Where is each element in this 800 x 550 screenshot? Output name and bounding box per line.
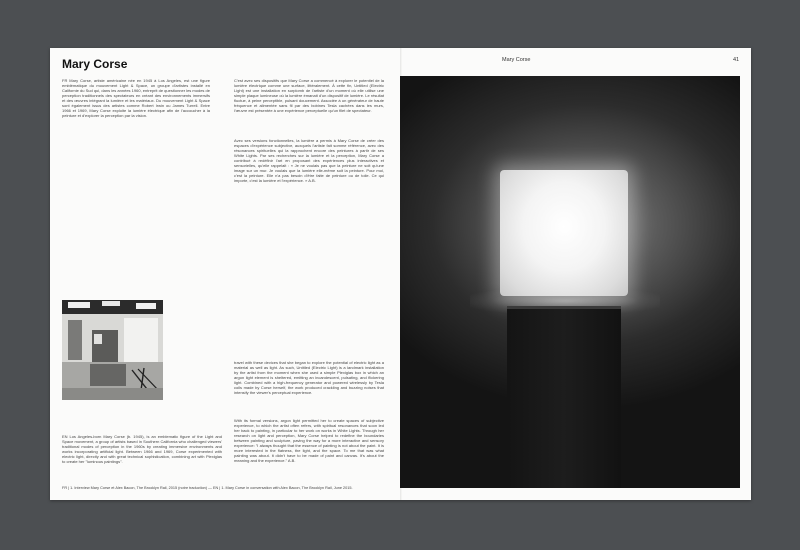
french-intro-paragraph: FR Mary Corse, artiste américaine née en 1945 à Los Angeles, est une figure emblématique du mouvement Light & Space, un groupe d'artistes installé en Californie du Sud qui, dans les années 1960, entreprit de questionner les modes de perception traditionnels des spectateurs en créant des environnements immersifs et des œuvres intégrant la lumière et les matériaux. Du mouvement Light & Space sont également issus des artistes comme Robert Irwin ou James Turrell. Entre 1966 et 1969, Mary Corse exploite la lumière électrique afin de l'accoucher à la peinture et d'explorer la perception par la vision. xyxy=(62,78,210,118)
running-head: Mary Corse xyxy=(502,57,531,63)
page-number: 41 xyxy=(733,57,740,63)
magazine-spread xyxy=(50,48,751,500)
english-body-paragraph-2: With its formal versions, argon light permitted her to create spaces of subjective experience, to which the artist often refers, with spiritual resonances that soon led her back to painting, in particular to her work on works in White Lights. Through her research on light and perception, Mary Corse helped to redefine the boundaries between painting and sculpture, paving the way for a more interactive and sensory experience: "I always thought that the essence of painting is not about the paint. It is more interested in the flatness, the light, and the space. To me that was what painting was about. It didn't have to be made of paint and canvas. It's about the meaning and the experience." A.B. xyxy=(234,418,384,463)
french-body-paragraph-2: Avec ses versions fonctionnelles, la lumière a permis à Mary Corse de créer des espaces d'expérience subjective, auxquels l'artiste fait somme référence, avec des résonances spirituelles qui la rapprochent encore des peintures à partir de ses White Lights. Par ses recherches sur la lumière et la perception, Mary Corse a contribué à redéfinir l'art en proposant des expériences plus interactives et sensorielles, qu'elle rappelait : « Je ne voulais pas que la peinture ne soit qu'une image sur un mur. Je voulais que la lumière elle-même soit la peinture. Pour moi, c'est la peinture. Elle n'a pas besoin d'être faite de peinture ou de toile. Ce qui importe, c'est la lumière et l'expérience. » A.B. xyxy=(234,138,384,183)
french-body-paragraph-1: C'est avec ses dispositifs que Mary Corse a commencé à explorer le potentiel de la lumière électrique comme une surface, littéralement. À cette fin, Untitled (Electric Light) est une installation en surplomb de l'artiste d'un moment où elle utilise une simple plaque lumineuse où la lumière émanait d'un dispositif de lumière. Le résultat fluctue, à peine perceptible, pulsant doucement. Associée à un générateur de haute fréquence et alimentée sans fil par des bobines Tesla cachées dans les murs, l'œuvre est présentée à une expérience perceptuelle qu'un filet de spectateur. xyxy=(234,78,384,113)
pedestal xyxy=(507,306,621,488)
artwork-photo-light-box xyxy=(400,76,740,488)
studio-photo-image xyxy=(62,300,163,400)
article-title: Mary Corse xyxy=(62,57,128,71)
footnote: FR | 1. Interview Mary Corse et Alex Bacon, The Brooklyn Rail, 2015 (notre traduction) — EN | 1. Mary Corse in conversation with Alex Bacon, The Brooklyn Rail, June 2015. xyxy=(62,486,353,490)
archival-studio-photo xyxy=(62,300,163,400)
english-intro-paragraph: EN Los Angeles-born Mary Corse (b. 1945), is an emblematic figure of the Light and Space movement, a group of artists based in Southern California who challenged viewers' traditional modes of perception in the 1960s by creating immersive environments and works incorporating artificial light. Between 1966 and 1969, Corse experimented with electric light, directly and with great technical sophistication, combining art with Plexiglas to create her "luminous paintings". xyxy=(62,434,222,464)
glowing-light-box xyxy=(500,170,628,296)
pedestal-top-edge xyxy=(507,306,621,309)
english-body-paragraph-1: travel with these devices that she began to explore the potential of electric light as a material as well as light. As such, Untitled (Electric Light) is a landmark installation by the artist from the moment when she used a simple Plexiglas box in which an argon light element is sheltered, emitting an incandescent, pulsating, and flickering light. Combined with a high-frequency generator and powered wirelessly by Tesla coils made by Corse herself, the work produced crackling and buzzing noises that intensify the viewer's perceptual experience. xyxy=(234,360,384,395)
